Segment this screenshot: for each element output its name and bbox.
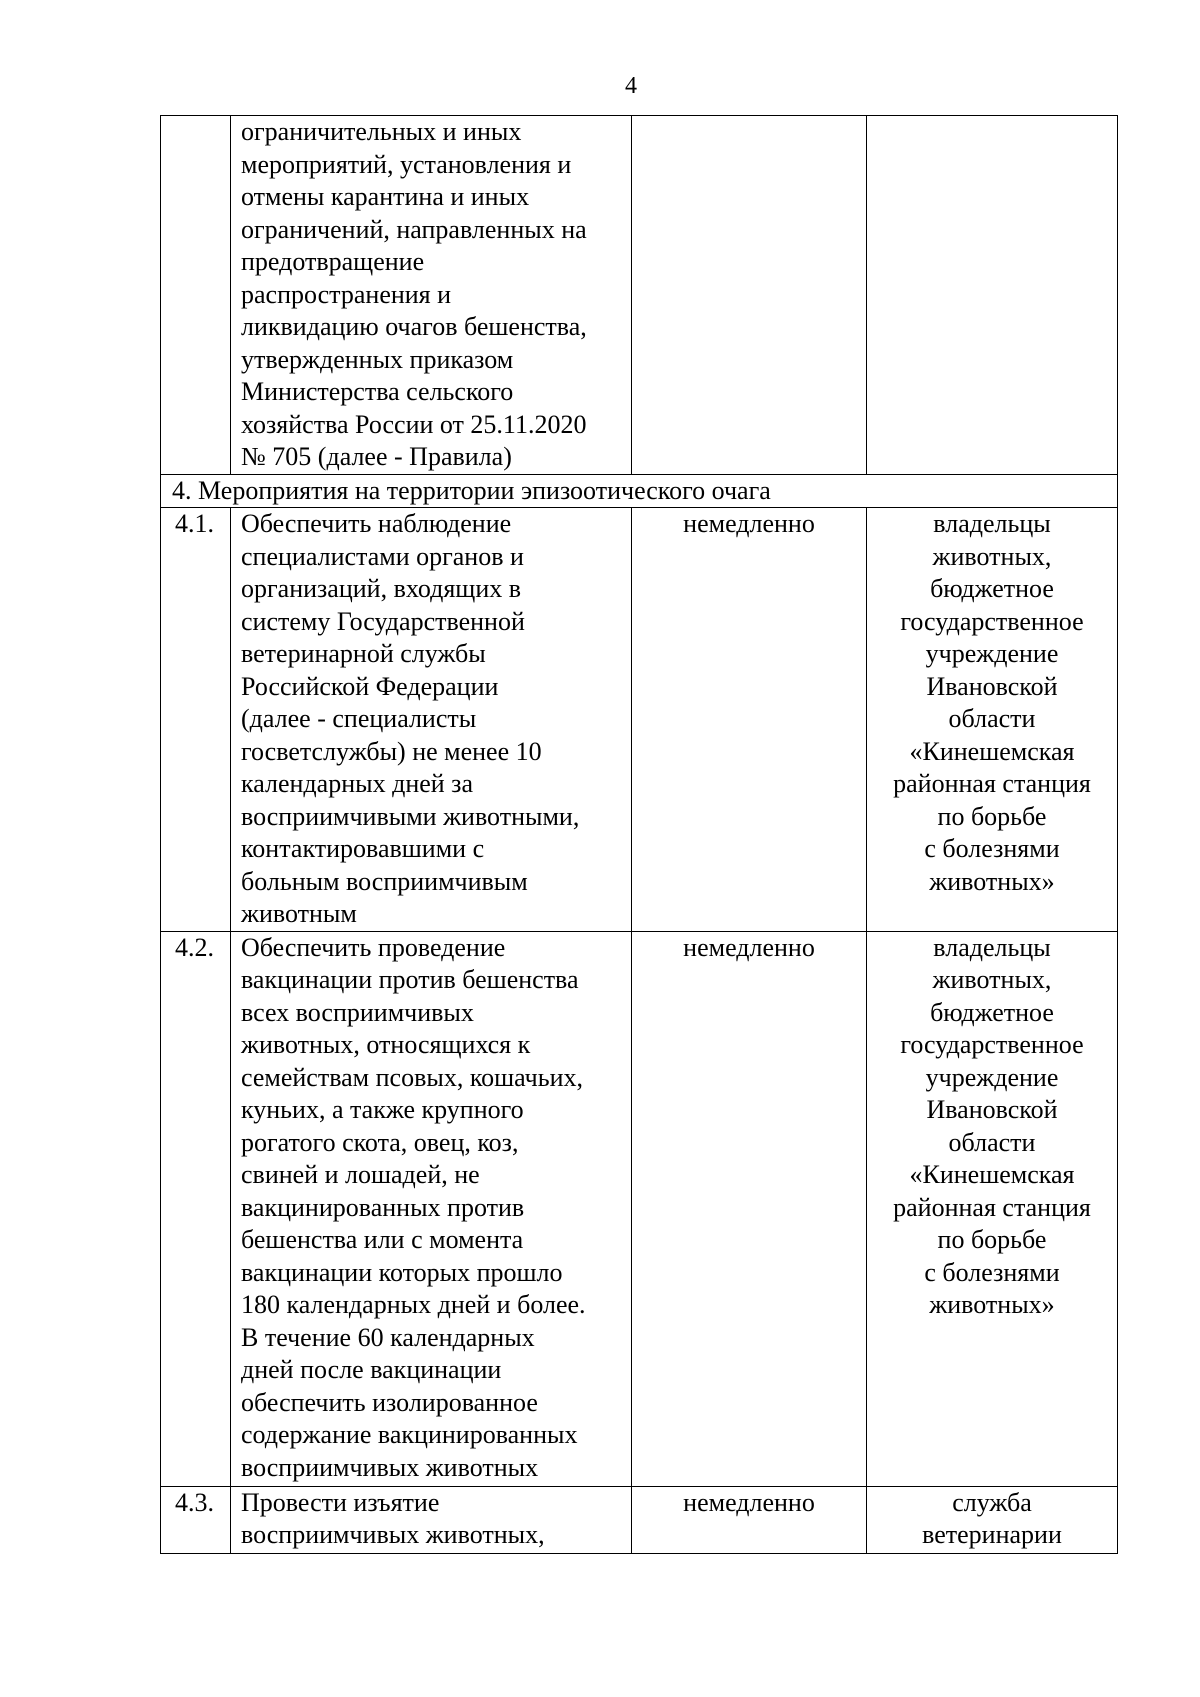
cell-deadline xyxy=(632,931,867,1486)
section-title: 4. Мероприятия на территории эпизоотического очага xyxy=(172,475,771,505)
deadline-text: немедленно xyxy=(683,509,815,538)
cell-responsible xyxy=(867,508,1118,932)
responsible-text: владельцы животных, бюджетное государственное учреждение Ивановской области «Кинешемская районная станция по борьбе с болезнями животных» xyxy=(893,509,1091,896)
cell-number xyxy=(161,931,231,1486)
responsible-text: служба ветеринарии xyxy=(922,1487,1062,1549)
cell-number xyxy=(161,1486,231,1553)
deadline-text: немедленно xyxy=(683,932,815,962)
cell-description xyxy=(231,1486,632,1553)
cell-number xyxy=(161,116,231,475)
cell-description xyxy=(231,116,632,475)
cell-responsible xyxy=(867,931,1118,1486)
section-header-row xyxy=(161,474,1118,508)
table-row-continuation xyxy=(161,116,1118,475)
cell-responsible xyxy=(867,116,1118,475)
item-number: 4.1. xyxy=(175,509,214,538)
deadline-text: немедленно xyxy=(683,1487,815,1517)
cell-deadline xyxy=(632,116,867,475)
table-row xyxy=(161,931,1118,1486)
page-number: 4 xyxy=(625,73,637,99)
item-number: 4.2. xyxy=(175,932,214,962)
item-number: 4.3. xyxy=(175,1487,214,1517)
measure-description: Обеспечить наблюдение специалистами органов и организаций, входящих в систему Государственной ветеринарной службы Российской Федерации (далее - специалисты госветслужбы) не менее 10 календарных дней за восприимчивыми животными, контактировавшими с больным восприимчивым животным xyxy=(241,509,580,928)
cell-responsible xyxy=(867,1486,1118,1553)
measures-table xyxy=(160,115,1118,1554)
cell-number xyxy=(161,508,231,932)
measure-description: ограничительных и иных мероприятий, установления и отмены карантина и иных ограничений, направленных на предотвращение распространения и ликвидацию очагов бешенства, утвержденных приказом Министерства сельского хозяйства России от 25.11.2020 № 705 (далее - Правила) xyxy=(241,117,587,471)
cell-deadline xyxy=(632,1486,867,1553)
measure-description: Обеспечить проведение вакцинации против бешенства всех восприимчивых животных, относящихся к семействам псовых, кошачьих, куньих, а также крупного рогатого скота, овец, коз, свиней и лошадей, не вакцинированных против бешенства или с момента вакцинации которых прошло 180 календарных дней и более. В течение 60 календарных дней после вакцинации обеспечить изолированное содержание вакцинированных восприимчивых животных xyxy=(241,932,586,1482)
responsible-text: владельцы животных, бюджетное государственное учреждение Ивановской области «Кинешемская районная станция по борьбе с болезнями животных» xyxy=(893,932,1091,1319)
table-row xyxy=(161,508,1118,932)
cell-description xyxy=(231,931,632,1486)
section-title-cell xyxy=(161,474,1118,508)
cell-description xyxy=(231,508,632,932)
cell-deadline xyxy=(632,508,867,932)
measure-description: Провести изъятие восприимчивых животных, xyxy=(241,1487,545,1549)
table-row xyxy=(161,1486,1118,1553)
